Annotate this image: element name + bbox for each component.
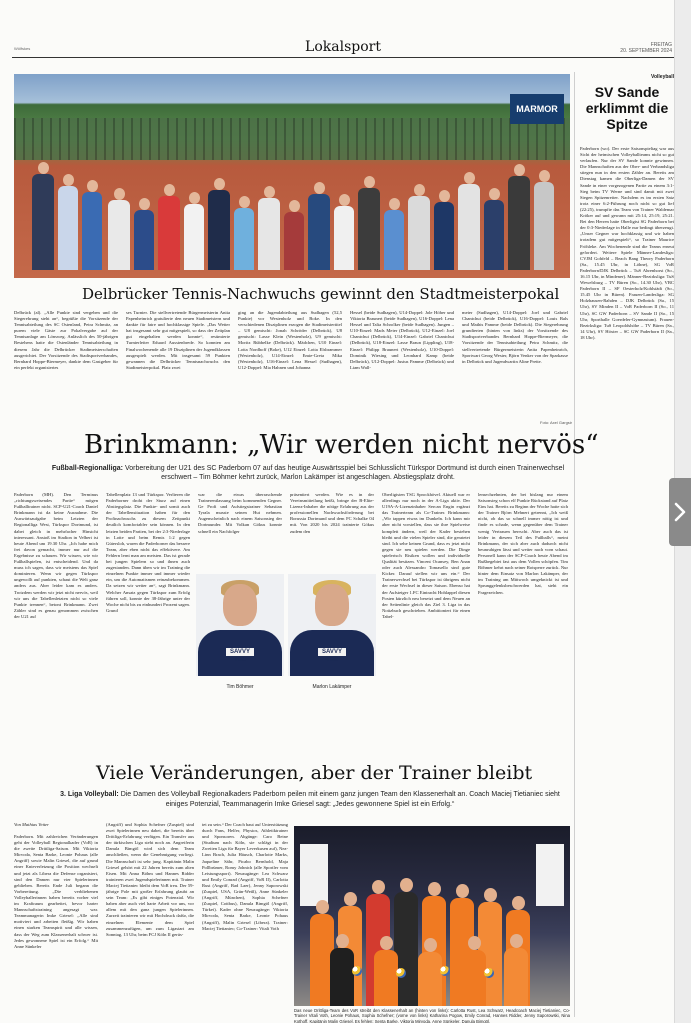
newspaper-page <box>12 0 674 1023</box>
brinkmann-col-6: lensechzehnten, der bei bislang nur einem Saisonsieg schon elf Punkte Rückstand auf Platz Eins hat. Bereits zu Beginn der Woche hatte sich der Trainer Björn Mehnert getrennt, „Ich weiß nicht, ob das so schnell immer nötig ist und finde es schade, wenn gegenüber dem Trainer wenig Vertrauen herrscht. Aber auch das ist leider in diesem Teil des Fußballs“, meint Brinkmann, der sich aber auch dadurch nicht beunruhigen lässt und weiter nach vorn schaut. Personell kann der SCP-Coach heute Abend im Rußbegebiet fast aus dem Vollen schöpfen. Tim Böhmer kehrt nach seiner Rotsperre zurück. Nur hinter dem Einsatz von Marlon Lakämper, der im Training am Mittwoch umgeknickt ist und Sprunggelenksbeschwerden hat, steht ein Fragezeichen. <box>478 492 568 595</box>
chevron-right-icon <box>674 502 686 522</box>
volleyball-side-body: Paderborn (wo). Der erste Saisonspieltag war aus Sicht der heimischen Volleyballteams nicht so gut verlaufen. Nur der SV Sande konnte gewinnen. Die Mannschaften aus der Ober- und Verbandsliga stiegen nun in den ersten Zähler an. Bereits am Dienstag kamen die Oberliga-Damen der SV Sande in einer vorgezogenen Partie zu einem 3:1-Sieg beim TV Werne und sind damit mit zwei Siegen Spitzenreiter. Nachdem es im ersten Satz trotz einer 6:2-Führung noch nicht so gut lief (22:25), trumpfte das Team von Trainer Waldemar Kröker auf und gewann mit 25:14, 25:19, 25:21. Bei den Herren hatte Oberligist SG Paderborn bei der 0:3-Niederlage in Halle nur bedingt überzeugt. „Unser Gegner war hochklassig und wir haben trotzdem gut mitgespielt“, so Trainer Maurice Fröhleke. Am Wochenende sind die Teams erneut gefordert. Weitere Spiele Männer-Landesliga: CVJM Gohfeld – Beach Bang Theory Paderborn (Sa., 15.45 Uhr, in Löhne), SG VoR Paderborn/DJK Delbrück – TuS Ahrenhorst (So., 16.15 Uhr, in Mindener). Männer-Bezirksliga: TuS Wewelsburg – TV Büren (So., 14.30 Uhr), VBC Paderborn II – SF Oesterholz/Kohlstädt (So., 15.45 Uhr in Büren). Frauen-Landesliga: SG Holzhausen-Rahden – DJK Delbrück (Sa., 15 Uhr), SV Minden II – VoR Paderborn II (So., 11 Uhr), SC GW Paderborn – SV Sande II (So., 15 Uhr, Sporthalle Goerdeler-Gymnasium). Frauen-Bezirksliga: TuS Leopoldshöhe – TV Büren (Sa., 14 Uhr), SV Höxter – SC GW Paderborn II (Sa., 18 Uhr). <box>580 146 674 340</box>
tennis-col-4: Hessel (beide Sudhagen), U14-Doppel: Jole Höher und Viktoria Braunert (beide Sudhagen), U16-Doppel: Lena Hessel und Talia Schrolker (beide Sudhagen). Jungen – U10-Einzel: Mads Meier (Delbrück), U12-Einzel: Joel Chantchui (Delbrück), U14-Einzel: Gabriel Chantchui (Delbrück), U18-Einzel: Lasse Braun (Lippling), U18-Einzel: Philipp Braunert (Westenholz), U10-Doppel: Dominik Wiesing und Leonhard Kamp (beide Delbrück), U12-Doppel: Justus Pamme (Delbrück) und Liam Wall- <box>350 310 454 370</box>
volleyball-side-title: SV Sande erklimmt die Spitze <box>585 84 669 132</box>
volleyball-team-photo <box>294 826 570 1006</box>
brinkmann-col-3: war die etwas überraschende Trainerentlassung beim kommenden Gegner. Ge Profi und Aufstiegstrainer Sebastian Tyrala musste seinen Hut nehmen. Augenscheinlich nach einem Saisonsieg der Dortmunder. Mit Volkan Gökus konnte schnell ein Nachfolger <box>198 492 282 534</box>
side-column-divider <box>574 72 575 1017</box>
brinkmann-col-2: Tabellenplatz 13 und Türkspor. Verlieren die Paderborner droht der Sturz auf einen Abstiegsplatz. Die Punkte- und somit auch der Tabellensituation haben für den Profinachwuchs zu diesem Zeitpunkt deutlich komfortabler sein können. In den letzten beiden Partien, bei der 2:3-Niederlage in Lotte und beim Remis 1:2 gegen Gütersloh, waren die Paderborner das bessere Team, aber eben nicht das effektivere. Am Fehlern lernt man am meisten. Das ist gerade bei jungen Spielern so und ihnen auch zugestanden. Dann üben wir im Training die einzelnen Punkte immer und immer wieder ein, um die Automatismen reinzubekommen. Da setzen wir weiter an“, sagt Brinkmann. Welcher Ansatz gegen Türkspor zum Erfolg führen soll, konnte der 38-Jährige unter der Woche nicht bis zu einhundert Prozent sagen. Grund <box>106 492 190 613</box>
tennis-photo-banner: MARMOR <box>510 94 564 124</box>
volleyball-deck <box>52 790 568 810</box>
portrait-tim-boehmer <box>196 574 284 676</box>
volleyball-headline: Viele Veränderungen, aber der Trainer bleibt <box>96 762 533 784</box>
brinkmann-deck <box>48 464 568 482</box>
tennis-col-3: ging an die Jugendabteilung aus Sudhagen (52,5 Punkte) vor Westenholz und Boke. In den verschiedenen Disziplinen erzogen die Stadtmeistertitel – U8 gemischt: Jonah Schröder (Delbrück), U8 gemischt: Lasse Klein (Westenholz), U9 gemischt: Moritz Rübbelke (Delbrück). Mädchen, U10 Einzel: Lotta Nordhoff (Boke), U12 Einzel: Lotta Elsbrammer (Westenholz), U14-Einzel: Emie-Greta Mika (Westenholz), U16-Einzel: Lena Hessel (Sudhagen), U12-Doppel: Mia Hahnen und Johanna <box>238 310 342 370</box>
tennis-col-1: Delbrück (al). „Alle Punkte sind vergeben und die Siegerehrung steht an“, begrüßte die Vorsitzende der Tennisabteilung des SC Ostenland, Petra Schmitz, an purem viele Gäste zur Pokalvergabe auf der Tennisanlage am Lönsweg. Anlässlich des 50-jährigen Bestehens hatte die Ostenländer Tennisabteilung in diesem Jahr die Delbrücker Stadtmeisterschaften ausgerichtet. Der Vorsitzende des Stadtsportverbandes, Bernhard Hoppe-Biermeyer, dankte dem Gastgeber für ein perfekt organisiertes <box>14 310 118 370</box>
header-weekday: FREITAG <box>650 42 672 48</box>
brinkmann-col-1: Paderborn (MH). Den Terminus „richtungsweisendes Partie“ mögen Fußballtrainer nicht. SCP-U21-Coach Daniel Brinkmann ist da keine Ausnahme. Die Auswärtsaufgabe beim Letzten der Regionalliga West, Türkspor Dortmund, ist dabei gleich in mehrfacher Hinsicht interessant. Anstoß im Stadion in Velbert ist heute Abend um 19.30 Uhr. „Ich habe mich frei davon gemacht, immer nur auf die Ergebnisse zu schauen. Wir wissen, wie wir Fußballspielen, ist entscheidend. Und da muss ich sagen, dass wir meistens das Spiel dominieren. Wenn wir gegen Türkspor ungewollt auf punkten, schaut die Welt ganz anders aus. Aber leider kam es anders. Trotzdem werden wir jetzt nicht nervös, weil wir uns die Tabellenletzten nicht so viele Punkte trennen“, betont Brinkmann. Zwei Zähler sind es genau genommen zwischen der U21 auf <box>14 492 98 619</box>
brinkmann-deck-text: Vorbereitung der U21 des SC Paderborn 07 auf das heutige Auswärtsspiel bei Schlusslicht Türkspor Dortmund ist durch einen Trainerwechsel erschwert – Tim Böhmer kehrt zurück, Marlon Lakämper ist angeschlagen. Abstiegsplatz droht. <box>124 465 565 481</box>
portrait-caption-2: Marlon Lakämper <box>312 684 352 690</box>
volleyball-photo-caption: Das neue Drittliga-Team des VoR streibt den Klassenerhalt an (hinten von links): Carlotta Rust, Lea Schwarz, Headcoach Maciej Tietianiec, Co-Trainer Vitali Voth, Leonie Pohaus, Sophia Schefner; (vorne von links) Katharina Pogow, Emily Conrad, Hannes Ridder, Jenny Saporowski, Nina Kothoff, Kapitänin Malin Griesel. Es fehlen: Senta Barke, Viktoria Mirvoda, Anne Sünkeler, Danula Bimgöl. <box>294 1008 570 1023</box>
brinkmann-col-4: präsentiert werden. Wie es in der Vereinsmitteilung heißt, bringe der B-Elite-Lizenz-Inhaber die nötige Erfahrung aus der professionellen Nachwuchsförderung bei Borussia Dortmund und dem FC Schalke 04 mit. Von 2020 bis 2024 trainierte Gökus zudem den <box>290 492 374 534</box>
page-header <box>12 38 674 58</box>
tennis-col-2: ses Turnier. Die stellvertretende Bürgermeisterin Anita Papenheinrich gratulierte den neuen Stadtmeistern und dankte für faire und hochklassige Spiele. „Das Wetter hat insgesamt sehr gut mitgespielt, so dass der Zeitplan gut eingehalten werden konnte“, resümierte Turnierleiter Eduard Ausstenbrede. So konnten am Finalwochenende alle 19 Disziplinen der Jugendklassen ausgespielt werden. Mit insgesamt 59 Punkten gewannen die Delbrücker Tennisnachwuchs den Stadtmeisterpokal. Platz zwei <box>126 310 230 370</box>
next-page-button[interactable] <box>669 478 691 546</box>
brinkmann-col-5: Oberligisten TSG Sprockhövel. Aktuell war er allerdings nur noch in der A-Liga aktiv. Der U19A-A-Lizenzinhaber Sercan Engin ergänzt das Trainerteam als Co-Trainer. Brinkmann: „Wir tappen etwas im Dunkeln. Ich kann mir aber nicht vorstellen, dass sie ihre Spielweise komplett ändern, weil der Kader bestehen bleibt und die vielen Spieler sind, die geratetet sind. Ich sehe keinen Grund, dass es jetzt nicht gegen sie neu spielen werden. Die Dinge spielerisch Risiken wollen und individuelle Qualität besitzen. Vincent Ocansey, Ben Anan oder auch Alessandro Tomasello sind gute Kicker. Darauf stellen wir uns ein.“ Der Trainerwechsel bei Türkspor ist übrigens nicht der erste Wechsel in dieser Saison. Ebenso hat der Aufsteiger 1.FC Eintracht Hohlappel diesen Posten kürzlich neu besetzt und dem Neuen an der Seitenlinie gleich das Ziel 3. Liga in das Notizbuch geschrieben. Ambitioniert für einen Tabel- <box>382 492 470 619</box>
section-title: Lokalsport <box>305 39 381 55</box>
tennis-headline: Delbrücker Tennis-Nachwuchs gewinnt den Stadtmeisterpokal <box>82 285 560 303</box>
header-left-label: Wölfskes <box>14 46 31 51</box>
volleyball-col-1: Paderborn. Mit zahlreichen Veränderungen geht der Volleyball Regionalkader (VoR) in die zweite Drittliga-Saison. Mit Viktoria Mirvoda, Senta Barke, Leonie Pohaus (alle Angriff) sowie Malin Griesel, die auf grund einer Knieverletzung die Position wechselt und jetzt als Libera die Defense organisiert, sind den Damen nur vier Spielerinnen geblieben. Bereits Ende Juli begann die Vorbereitung. „Die verbliebenen Volleyballerinnen haben bereits vorher viel im Kraftraum gearbeitet, bevor harter Mannschaftstraining angesagt war. Teammanagerin Imke Griesel: „Alle sind motiviert und arbeiten fleißig. Wir haben einen starken Teamspirit und alle wissen, dass der Weg zum Klassenerhalt schwer ist. Jedes gewonnene Spiel ist ein Erfolg.“ Mit Anne Sünkeler <box>14 834 98 949</box>
volleyball-col-3: tet zu sein.“ Der Coach baut auf Unterstützung durch Fans, Helfer, Physios, Athletiktrainer und Sponsoren. Abgänge: Caro Beine (Studium nach Köln, sie schlägt in der Zweiten Liga für Bayer Leverkusen auf), Nea-Linn Brach, Julia Häusch, Charlotte Marks, Jaqueline Sähr, Picabo Bernhold, Maja Pollbrümer, Romy Johnich (alle Sportler vom Leistungssport). Neuzugänge: Lea Schwarz und Emily Conrad (Angriff, VoR II), Carlotta Rust (Angriff, Bad Laer), Jenny Saporowski (Zuspiel, USA, Grün-Weiß), Anne Sünkeler (Angriff, München), Sophia Schefner (Zuspiel, Cottbus), Danula Bimgöl (Angriff, Türkei). Kader ohne Neuzugänge: Viktoria Mirvoda, Senta Barke, Leonie Pohaus (Angriff), Malin Griesel (Libera). Trainer: Maciej Tietianiec; Co-Trainer: Vitali Voth <box>202 822 288 931</box>
volleyball-col-2: (Angriff) und Sophia Schefner (Zuspiel) sind zwei Spielerinnen neu dabei, die bereits über Drittliga-Erfahrung verfügen. Ein Transfer aus der türkischen Liga steht noch an. Angreiferin Danula Bimgöl wird sich dem Team anschließen, wenn die Genehmigung vorliegt. Die Mannschaft ist sehr jung. Kapitänin Malin Griesel gehört mit 22 Jahren bereits zum alten Eisen. Mit Anna Böhm und Hannes Ridder trainieren zwei Jugendspielerinnen mit. Trainer Maciej Tietianiec bleibt dem VoR treu. Der 59-jährige Pole mit großer Erfahrung glaubt an sein Team: „Es gibt einiges Potenzial. Wir haben aber auch viel harte Arbeit vor uns, vor allem mit den ganz jungen Spielerinnen. Zurzeit trainieren wir mit Hochdruck dafür, die einzelnen Elemente dem Spiel zusammenzufügen, um zum Ligastart am Sonntag, 13 Uhr, beim FCJ Köln II gerüs- <box>106 822 194 937</box>
tennis-photo-credit: Foto: Axel Gargsir <box>540 420 573 425</box>
portrait-caption-1: Tim Böhmer <box>226 684 254 690</box>
portrait-marlon-lakaemper <box>288 574 376 676</box>
volleyball-byline: Von Mathias Vetter <box>14 822 49 827</box>
shirt-logo: SAVVY TEC <box>226 648 254 656</box>
header-date-value: 20. SEPTEMBER 2024 <box>620 48 672 54</box>
tennis-col-5: meier (Sudhagen), U14-Doppel: Joel und Gabriel Chantchui (beide Delbrück), U16-Doppel: Louis Bals und Mathis Pamme (beide Delbrück). Die Siegerehrung grundierten (hinten von links) der Vorsitzende des Stadtsportverbandes Bernhard Hoppe-Biermeyer, die Vorsitzende der Tennisabteilung Petra Schmitz, die stellvertretende Bürgermeisterin Anita Papenheinrich, Sportwart Georg Wester, Björn Venker von der Sparkasse in Delbrück und Jugendwartin Aline Prette. <box>462 310 568 364</box>
volleyball-kicker: 3. Liga Volleyball: <box>60 791 119 798</box>
brinkmann-headline: Brinkmann: „Wir werden nicht nervös“ <box>84 430 599 460</box>
volleyball-deck-text: Die Damen des Volleyball Regionalkaders Paderborn peilen mit einem ganz jungen Team den Klassenerhalt an. Coach Maciej Tietianiec sieht einiges Potenzial, Teammanagerin Imke Griesel sagt: „Jedes gewonnene Spiel ist ein Erfolg.“ <box>120 791 560 808</box>
volleyball-side-label: Volleyball <box>651 74 674 80</box>
tennis-team-photo <box>14 74 570 278</box>
tennis-group <box>22 130 562 270</box>
shirt-logo: SAVVY TEC <box>318 648 346 656</box>
brinkmann-kicker: Fußball-Regionalliga: <box>51 465 124 472</box>
header-date <box>620 42 672 54</box>
